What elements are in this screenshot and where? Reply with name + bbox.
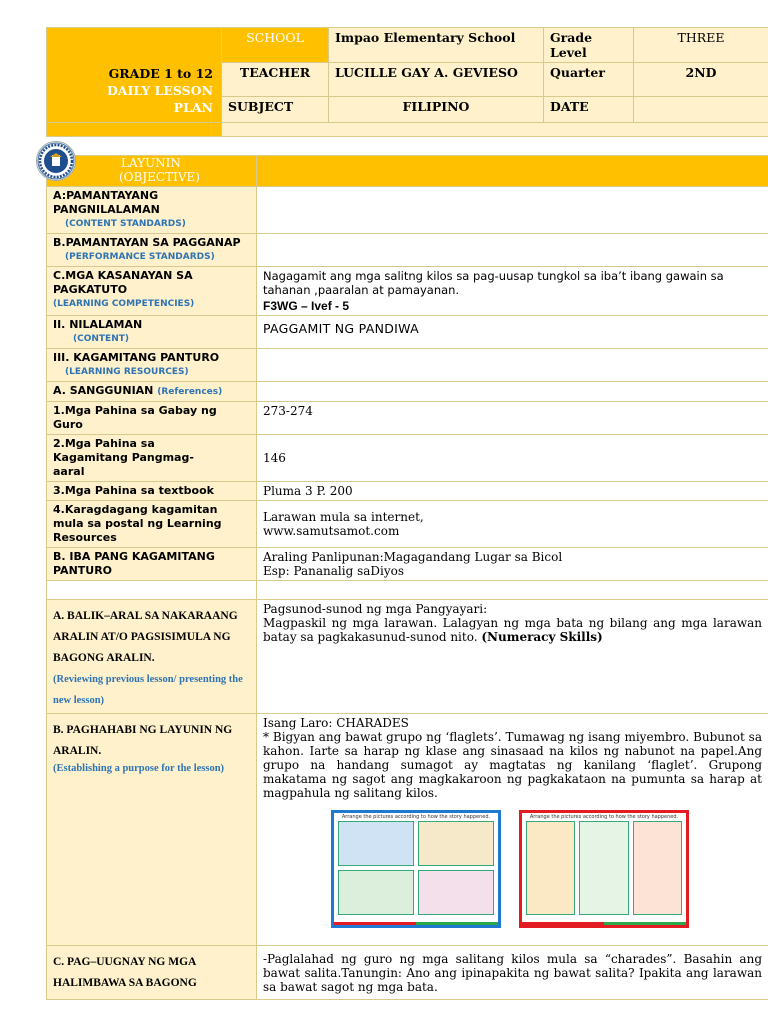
row-review (47, 600, 257, 714)
row-examples (47, 946, 257, 1000)
row-label: A:PAMANTAYANG PANGNILALAMAN (53, 189, 160, 216)
row-label: B.PAMANTAYAN SA PAGGANAP (53, 236, 241, 249)
learning-competencies-value[interactable] (257, 267, 768, 316)
row-sub: (LEARNING COMPETENCIES) (53, 299, 195, 309)
purpose-line1: Isang Laro: CHARADES (263, 716, 409, 730)
scene-wake (418, 870, 494, 915)
row-learning-competencies (47, 267, 257, 316)
row-sub: (References) (157, 387, 223, 397)
references-value[interactable] (257, 382, 768, 402)
additional-line2: www.samutsamot.com (263, 524, 400, 538)
scene-window (338, 821, 414, 866)
date-label: DATE (544, 97, 634, 123)
row-sub: (CONTENT STANDARDS) (65, 219, 186, 229)
objective-line2: (OBJECTIVE) (119, 170, 200, 184)
picture-grid (522, 821, 686, 919)
story-pictures (331, 810, 762, 928)
picture-stripe (334, 922, 498, 925)
quarter-label: Quarter (544, 63, 634, 97)
row-content-standards (47, 187, 257, 234)
story-picture-2 (519, 810, 689, 928)
row-other-materials (47, 548, 257, 581)
purpose-body: * Bigyan ang bawat grupo ng ‘flaglets’. Tumawag ng isang miyembro. Bubunot sa kahon. Iarte sa harap ng klase ang sinasaad na kilos ng nabunot na papel.Ang grupo na handang sumagot ay magtatas ng kanilang ‘flaglet’. Grupong makatama ng sagot ang magkakaroon ng pagkakataon na pumunta sa harap at magpahula ng salitang kilos. (263, 730, 762, 800)
other-line1: Araling Panlipunan:Magagandang Lugar sa Bicol (263, 550, 563, 564)
scene-boy (579, 821, 628, 915)
row-sub: (CONTENT) (73, 334, 129, 344)
picture-grid (334, 821, 498, 919)
picture-caption: Arrange the pictures according to how the story happened. (341, 814, 491, 820)
row-label: 2.Mga Pahina sa Kagamitang Pangmag-aaral (53, 437, 194, 478)
scene-fire (633, 821, 682, 915)
objective-heading-right (257, 156, 768, 187)
purpose-value[interactable] (257, 714, 768, 946)
row-textbook: 3.Mga Pahina sa textbook (47, 482, 257, 501)
teacher-guide-value[interactable]: 273-274 (257, 402, 768, 435)
content-value[interactable]: PAGGAMIT NG PANDIWA (257, 316, 768, 349)
school-label: SCHOOL (222, 28, 329, 63)
learning-resources-value[interactable] (257, 349, 768, 382)
grade-label: Grade Level (544, 28, 634, 63)
teacher-value[interactable]: LUCILLE GAY A. GEVIESO (329, 63, 544, 97)
performance-standards-value[interactable] (257, 234, 768, 267)
row-label: II. NILALAMAN (53, 318, 143, 331)
school-value[interactable]: Impao Elementary School (329, 28, 544, 63)
row-teacher-guide: 1.Mga Pahina sa Gabay ng Guro (47, 402, 257, 435)
scene-tree (526, 821, 575, 915)
procedure-sub: (Establishing a purpose for the lesson) (53, 763, 225, 774)
dlp-title (47, 28, 222, 123)
procedure-label: A. BALIK–ARAL SA NAKARAANG ARALIN AT/O PAGSISIMULA NG BAGONG ARALIN. (53, 610, 238, 664)
lesson-table (46, 155, 768, 1000)
subject-label: SUBJECT (222, 97, 329, 123)
picture-caption: Arrange the pictures according to how the story happened. (529, 814, 679, 820)
story-picture-1 (331, 810, 501, 928)
row-references (47, 382, 257, 402)
row-label: C.MGA KASANAYAN SA PAGKATUTO (53, 269, 193, 296)
spacer-left (47, 581, 257, 600)
picture-stripe (522, 922, 686, 925)
title-line3: PLAN (173, 100, 213, 115)
title-line1: GRADE 1 to 12 (108, 66, 213, 81)
content-standards-value[interactable] (257, 187, 768, 234)
row-performance-standards (47, 234, 257, 267)
header-spacer-left (47, 123, 222, 137)
scene-bed (338, 870, 414, 915)
textbook-value[interactable]: Pluma 3 P. 200 (257, 482, 768, 501)
title-line2: DAILY LESSON (106, 83, 213, 98)
row-content (47, 316, 257, 349)
header-table (46, 27, 768, 137)
header-spacer-right (222, 123, 768, 137)
additional-materials-value[interactable] (257, 501, 768, 548)
date-value[interactable] (634, 97, 768, 123)
procedure-label: C. PAG–UUGNAY NG MGA HALIMBAWA SA BAGONG (53, 956, 197, 989)
numeracy-skills: (Numeracy Skills) (481, 630, 603, 644)
row-label: B. IBA PANG KAGAMITANG PANTURO (53, 550, 215, 577)
learner-material-value[interactable]: 146 (257, 435, 768, 482)
deped-seal-logo (36, 141, 76, 181)
row-sub: (LEARNING RESOURCES) (65, 367, 189, 377)
procedure-label: B. PAGHAHABI NG LAYUNIN NG ARALIN. (53, 724, 233, 757)
examples-value[interactable]: -Paglalahad ng guro ng mga salitang kilos mula sa “charades”. Basahin ang bawat salita.Tanungin: Ano ang ipinapakita ng bawat salita? Ipakita ang larawan sa bawat sagot ng mga bata. (257, 946, 768, 1000)
competency-code: F3WG – Ivef - 5 (263, 299, 350, 313)
row-label: A. SANGGUNIAN (53, 384, 154, 397)
row-additional-materials (47, 501, 257, 548)
other-line2: Esp: Pananalig saDiyos (263, 564, 405, 578)
review-line1: Pagsunod-sunod ng mga Pangyayari: (263, 602, 488, 616)
teacher-label: TEACHER (222, 63, 329, 97)
spacer-right (257, 581, 768, 600)
row-sub: (PERFORMANCE STANDARDS) (65, 252, 215, 262)
other-materials-value[interactable] (257, 548, 768, 581)
scene-boy (418, 821, 494, 866)
grade-value[interactable]: THREE (634, 28, 768, 63)
quarter-value[interactable]: 2ND (634, 63, 768, 97)
row-label: III. KAGAMITANG PANTURO (53, 351, 220, 364)
additional-line1: Larawan mula sa internet, (263, 510, 424, 524)
competency-text: Nagagamit ang mga salitng kilos sa pag-uusap tungkol sa iba’t ibang gawain sa tahanan ,paaralan at pamayanan. (263, 269, 724, 297)
objective-heading (47, 156, 257, 187)
subject-value[interactable]: FILIPINO (329, 97, 544, 123)
procedure-sub: (Reviewing previous lesson/ presenting the new lesson) (53, 674, 243, 706)
row-purpose (47, 714, 257, 946)
review-body: Magpaskil ng mga larawan. Lalagyan ng mga bata ng bilang ang mga larawan batay sa pagkakasunud-sunod nito. (263, 616, 762, 644)
row-learning-resources (47, 349, 257, 382)
review-value[interactable] (257, 600, 768, 714)
objective-line1: LAYUNIN (121, 156, 181, 170)
row-learner-material (47, 435, 257, 482)
row-label: 4.Karagdagang kagamitan mula sa postal ng Learning Resources (53, 503, 222, 544)
